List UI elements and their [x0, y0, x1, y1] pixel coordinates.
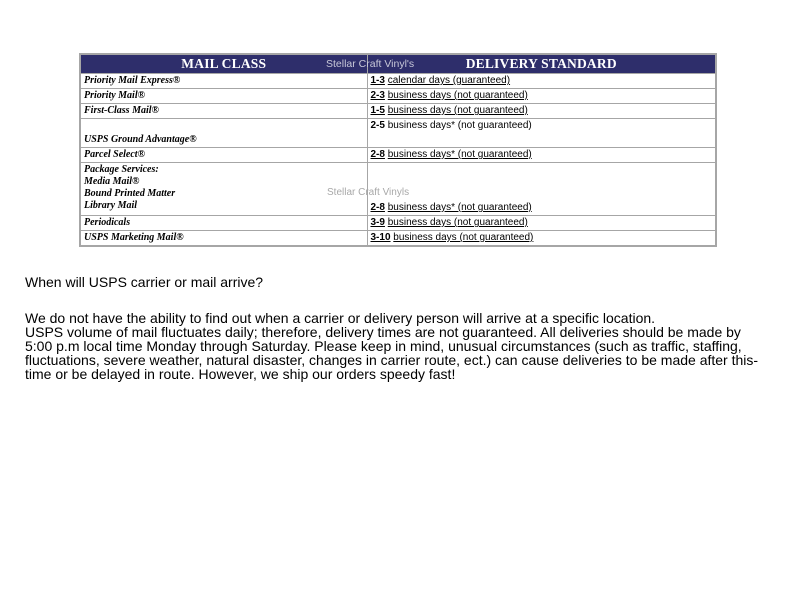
day-description: business days (not guaranteed) [387, 105, 528, 116]
day-range: 3-10 [370, 232, 391, 243]
table-row [80, 216, 716, 231]
day-description: business days (not guaranteed) [387, 217, 528, 228]
table-row [80, 89, 716, 104]
mail-class-cell: Parcel Select® [80, 148, 367, 163]
mail-class-line: Bound Printed Matter [84, 188, 176, 199]
mail-class-cell: Priority Mail® [80, 89, 367, 104]
day-range: 2-5 [370, 120, 385, 131]
day-range: 2-8 [370, 202, 385, 213]
day-range: 2-3 [370, 90, 385, 101]
delivery-standard-cell [367, 104, 716, 119]
mail-class-cell: Priority Mail Express® [80, 74, 367, 89]
mail-class-table [79, 53, 717, 247]
delivery-standard-cell [367, 119, 716, 148]
question-heading: When will USPS carrier or mail arrive? [25, 274, 264, 290]
delivery-standard-cell [367, 163, 716, 216]
table-row [80, 119, 716, 148]
header-delivery-standard: DELIVERY STANDARD [367, 54, 716, 74]
info-section [25, 275, 770, 381]
day-description: calendar days (guaranteed) [387, 75, 511, 86]
day-range: 2-8 [370, 149, 385, 160]
day-description: business days (not guaranteed) [387, 90, 528, 101]
mail-class-cell: USPS Marketing Mail® [80, 231, 367, 247]
mail-class-cell [80, 163, 367, 216]
table-row [80, 74, 716, 89]
mail-class-line: Package Services: [84, 164, 159, 175]
day-description: business days* (not guaranteed) [387, 202, 532, 213]
delivery-standard-cell [367, 89, 716, 104]
day-range: 3-9 [370, 217, 385, 228]
mail-class-cell: Periodicals [80, 216, 367, 231]
delivery-standard-cell [367, 216, 716, 231]
table-row [80, 231, 716, 247]
delivery-standard-cell [367, 74, 716, 89]
watermark-text: Stellar Craft Vinyls [327, 187, 410, 198]
mail-class-cell: First-Class Mail® [80, 104, 367, 119]
table-row [80, 104, 716, 119]
delivery-standard-cell [367, 231, 716, 247]
day-description: business days (not guaranteed) [393, 232, 534, 243]
info-paragraph: We do not have the ability to find out when a carrier or delivery person will arrive at a specific location. [25, 310, 656, 326]
info-paragraph: USPS volume of mail fluctuates daily; therefore, delivery times are not guaranteed. All deliveries should be made by 5:00 p.m local time Monday through Saturday. Please keep in mind, unusual circumstances (such as traffic, staffing, fluctuations, severe weather, natural disaster, changes in carrier route, ect.) can cause deliveries to be made after this-time or be delayed in route. However, we ship our orders speedy fast! [25, 324, 759, 382]
day-description: business days* (not guaranteed) [387, 149, 532, 160]
mail-class-line: Media Mail® [84, 176, 140, 187]
watermark-text: Stellar Craft Vinyl's [326, 58, 415, 70]
table-row [80, 148, 716, 163]
day-range: 1-5 [370, 105, 385, 116]
day-range: 1-3 [370, 75, 385, 86]
mail-class-line: Library Mail [84, 200, 138, 211]
mail-class-cell: USPS Ground Advantage® [80, 119, 367, 148]
mail-class-table-wrapper [79, 53, 715, 247]
day-description: business days* (not guaranteed) [387, 120, 532, 131]
delivery-standard-cell [367, 148, 716, 163]
header-mail-class: MAIL CLASS [80, 54, 367, 74]
